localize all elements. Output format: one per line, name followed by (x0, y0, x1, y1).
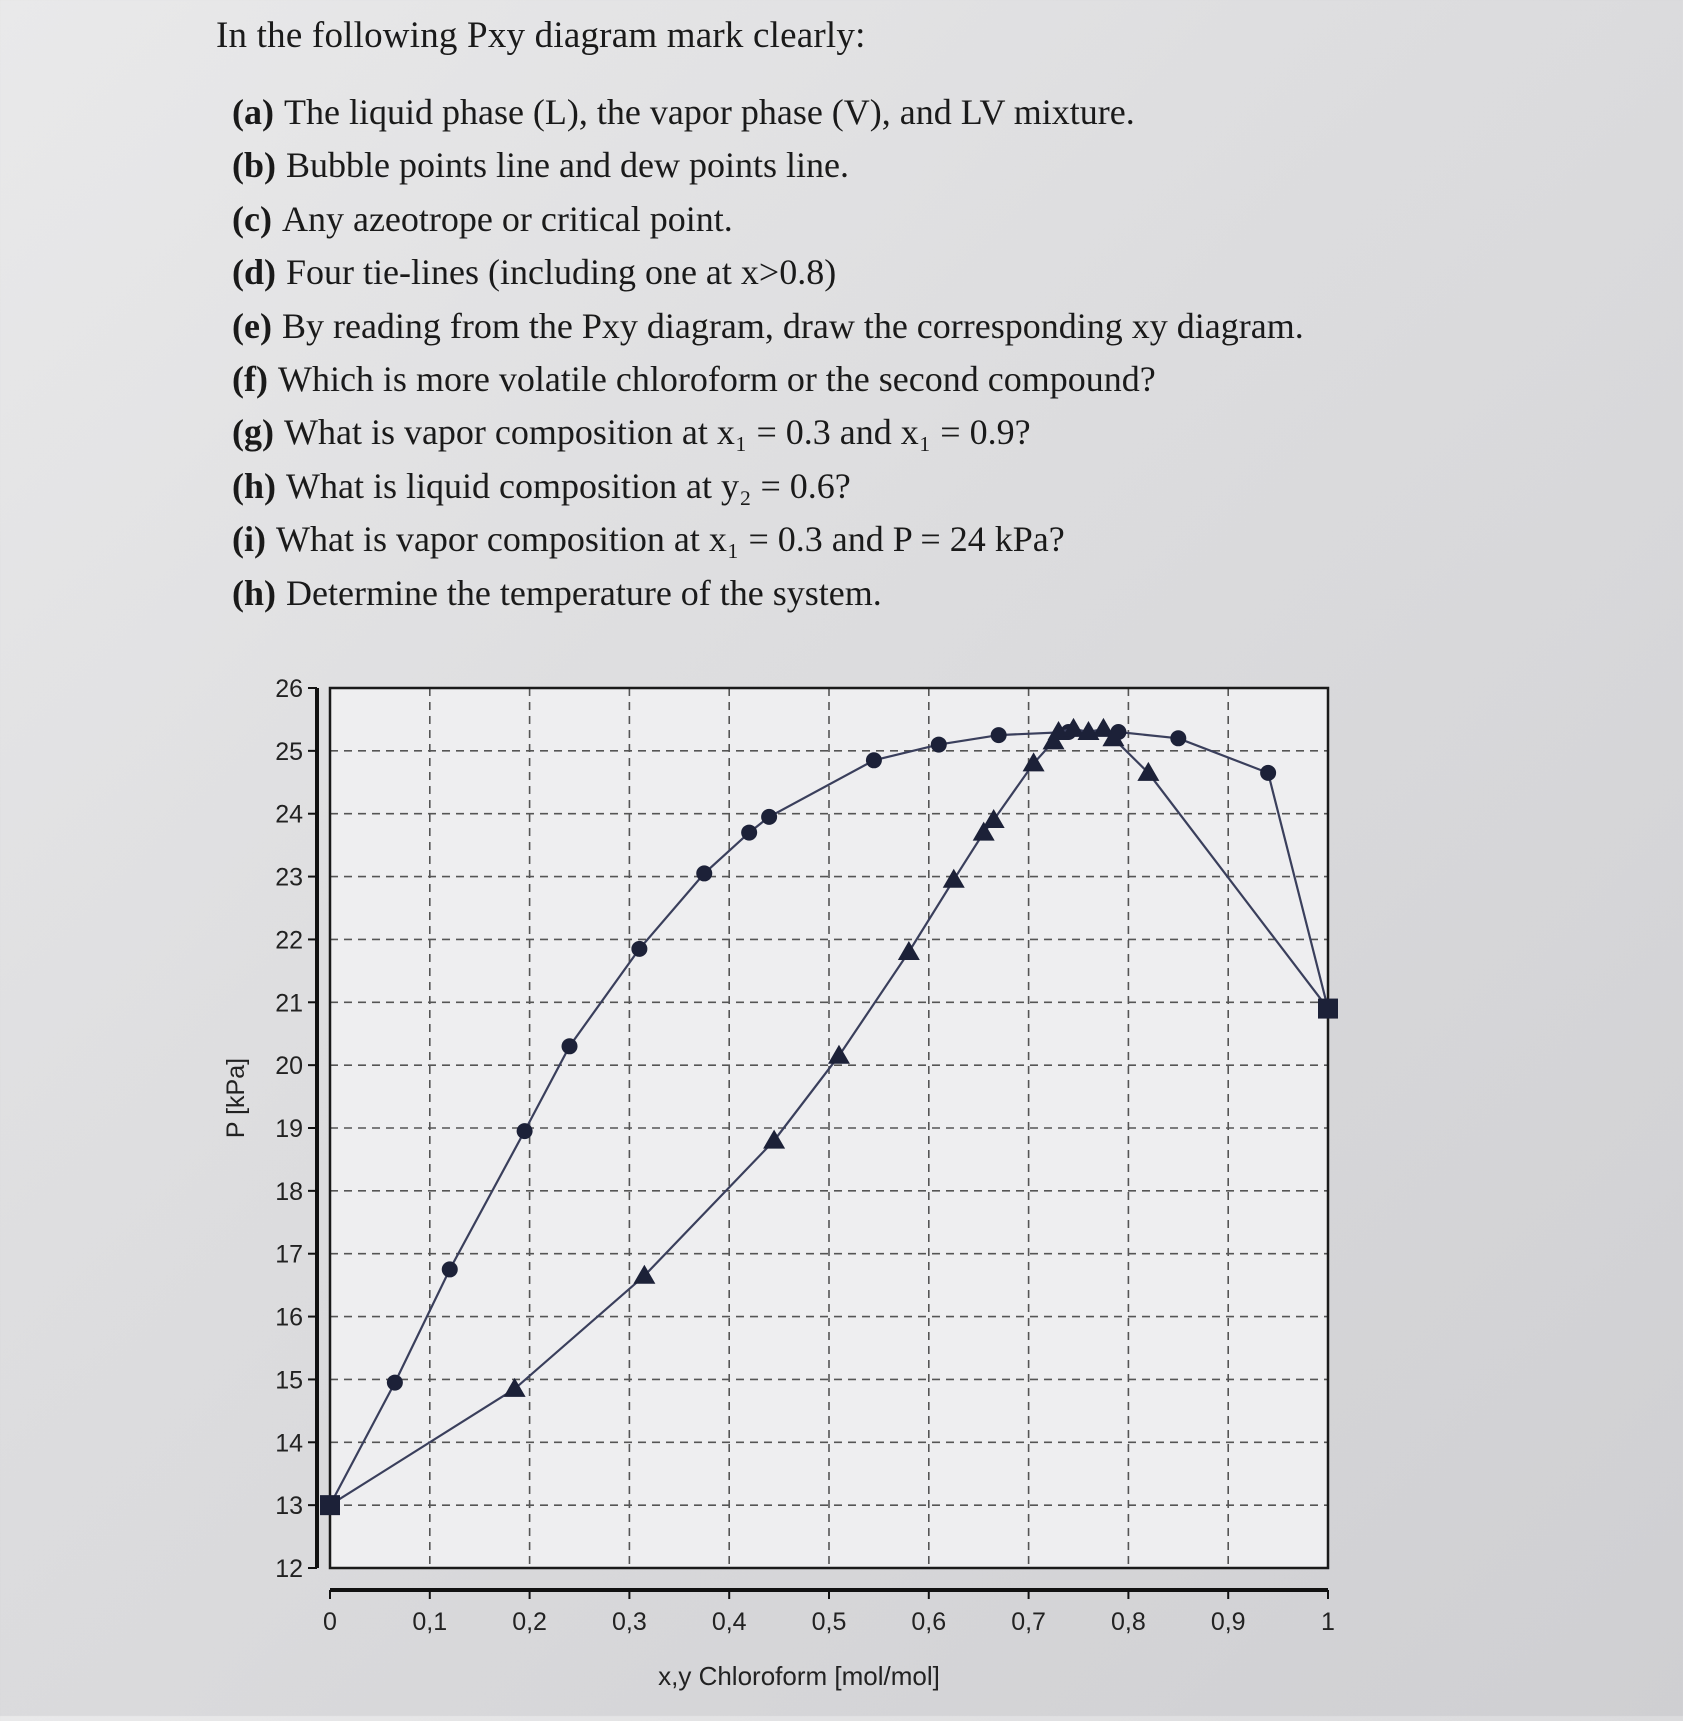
y-tick-label: 19 (275, 1115, 303, 1143)
question-text: Four tie-lines (including one at x>0.8) (286, 252, 837, 293)
y-tick-label: 13 (275, 1492, 303, 1521)
x-tick-label: 0,8 (1111, 1608, 1146, 1636)
x-tick-label: 0,6 (911, 1608, 947, 1636)
bubble-point-marker (517, 1123, 533, 1139)
x-axis-title: x,y Chloroform [mol/mol] (658, 1661, 940, 1691)
question-text: Bubble points line and dew points line. (286, 145, 849, 186)
y-tick-label: 14 (275, 1429, 303, 1458)
bubble-point-marker (866, 752, 882, 768)
question-label: (b) (232, 145, 276, 186)
y-tick-label: 20 (275, 1052, 303, 1081)
bubble-point-marker (761, 809, 777, 825)
question-text: By reading from the Pxy diagram, draw the corresponding xy diagram. (281, 305, 1304, 346)
question-label: (g) (232, 412, 274, 453)
question-label: (c) (232, 198, 272, 239)
question-text: Any azeotrope or critical point. (281, 198, 733, 239)
y-tick-label: 18 (275, 1177, 303, 1206)
y-tick-label: 22 (275, 926, 303, 955)
question-label: (h) (232, 572, 276, 613)
question-label: (d) (232, 252, 276, 293)
question-text: What is vapor composition at x₁ = 0.3 and x₁ = 0.9? (283, 412, 1031, 453)
question-label: (e) (232, 305, 272, 346)
x-tick-label: 0,3 (612, 1608, 647, 1636)
y-tick-label: 26 (275, 675, 303, 703)
x-tick-label: 0,5 (811, 1608, 847, 1636)
x-tick-label: 0,1 (412, 1608, 448, 1636)
bubble-point-marker (1170, 730, 1186, 746)
bubble-point-marker (442, 1261, 458, 1277)
bubble-point-marker (741, 825, 757, 841)
y-tick-label: 23 (275, 863, 303, 892)
endpoint-square-marker (320, 1495, 340, 1515)
y-tick-label: 12 (275, 1555, 303, 1583)
bubble-point-marker (562, 1038, 578, 1054)
y-tick-label: 16 (275, 1303, 303, 1332)
y-tick-label: 15 (275, 1366, 303, 1395)
x-tick-label: 0,2 (512, 1608, 547, 1636)
bubble-point-marker (991, 727, 1007, 743)
question-text: What is vapor composition at x₁ = 0.3 and P = 24 kPa? (275, 519, 1065, 560)
x-tick-label: 0 (323, 1608, 337, 1636)
y-tick-label: 24 (275, 800, 303, 829)
bubble-point-marker (1260, 765, 1276, 781)
bubble-point-marker (931, 737, 947, 753)
bubble-point-marker (631, 941, 647, 957)
x-tick-label: 0,4 (711, 1608, 747, 1636)
question-text: What is liquid composition at y₂ = 0.6? (286, 465, 851, 506)
bubble-point-marker (387, 1375, 403, 1391)
y-axis-title: P [kPa] (222, 1057, 250, 1139)
y-tick-label: 21 (275, 989, 303, 1018)
x-tick-label: 0,7 (1011, 1608, 1046, 1636)
question-text: Which is more volatile chloroform or the second compound? (277, 358, 1156, 399)
question-label: (i) (232, 519, 266, 560)
y-tick-label: 17 (275, 1240, 303, 1269)
question-label: (h) (232, 465, 276, 506)
bubble-point-marker (696, 865, 712, 881)
question-label: (a) (232, 92, 274, 132)
prompt-heading: In the following Pxy diagram mark clearly: (216, 15, 866, 56)
x-tick-label: 0,9 (1210, 1608, 1246, 1636)
endpoint-square-marker (1318, 999, 1338, 1019)
x-tick-label: 1 (1321, 1608, 1335, 1636)
question-text: The liquid phase (L), the vapor phase (V), and LV mixture. (283, 92, 1135, 132)
question-label: (f) (232, 358, 268, 399)
y-tick-label: 25 (275, 737, 303, 766)
question-text: Determine the temperature of the system. (286, 572, 882, 613)
